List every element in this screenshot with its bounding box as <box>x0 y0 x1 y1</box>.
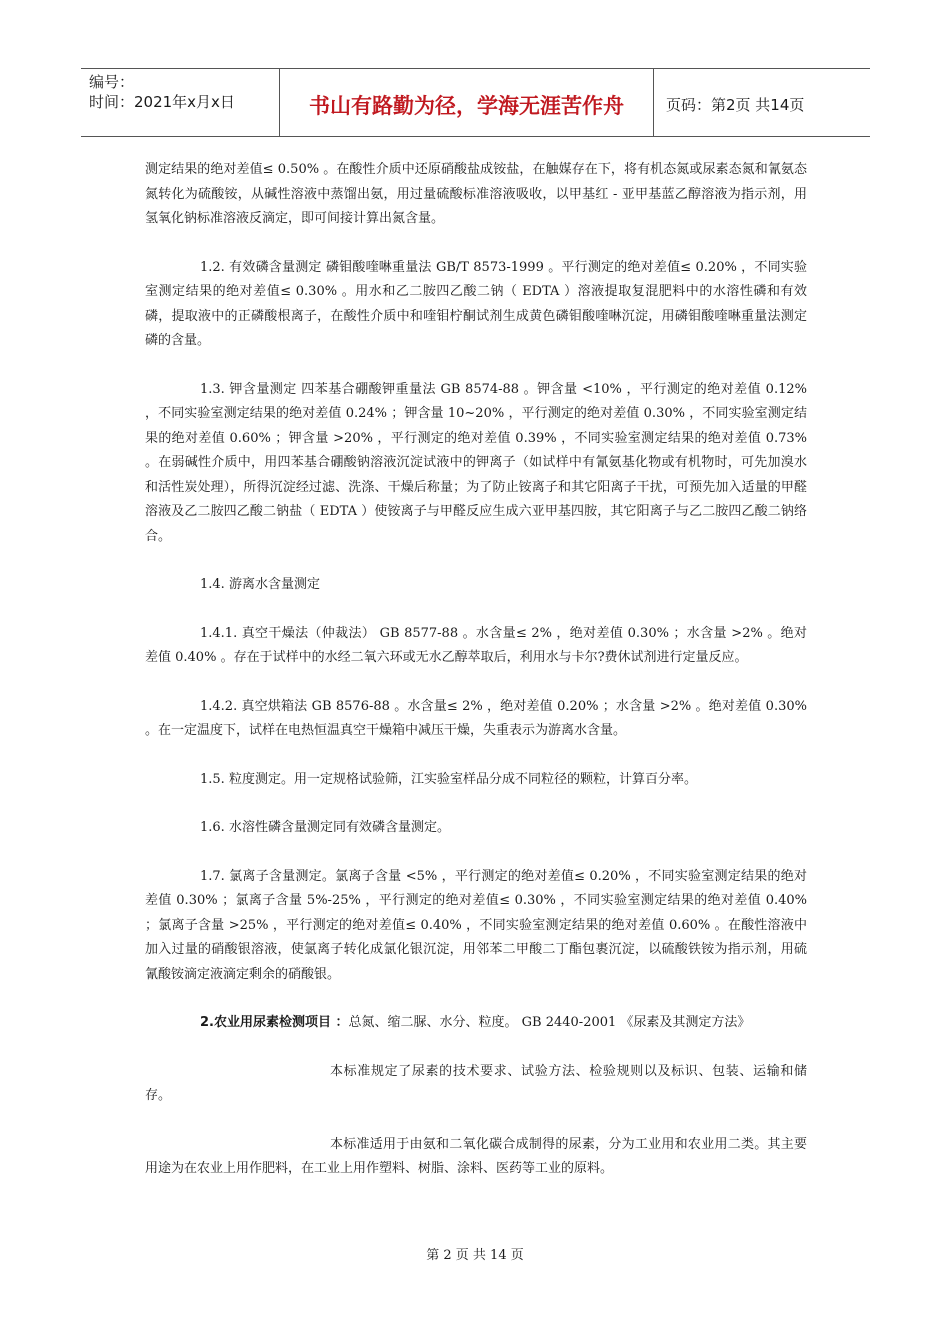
document-body <box>145 158 807 1206</box>
date-line: 时间：2021年x月x日 <box>89 93 235 111</box>
paragraph: 1.5. 粒度测定。用一定规格试验筛，江实验室样品分成不同粒径的颗粒，计算百分率。 <box>200 771 697 787</box>
page-header <box>81 68 870 137</box>
header-motto: 书山有路勤为径，学海无涯苦作舟 <box>280 69 654 136</box>
paragraph: 1.7. 氯离子含量测定。氯离子含量 <5% ，平行测定的绝对差值≤ 0.20% ，不同实验室测定结果的绝对差值 0.30% ；氯离子含量 5%-25% ，平行测定的绝对差值≤ 0.30% ，不同实验室测定结果的绝对差值 0.40% ；氯离子含量 >25% ，平行测定的绝对差值≤ 0.40% ，不同实验室测定结果的绝对差值 0.60% 。在酸性溶液中加入过量的硝酸银溶液，使氯离子转化成氯化银沉淀，用邻苯二甲酸二丁酯包裹沉淀，以硫酸铁铵为指示剂，用硫氰酸铵滴定液滴定剩余的硝酸银。 <box>145 868 807 982</box>
paragraph <box>145 1011 807 1036</box>
header-page-info: 页码：第2页 共14页 <box>666 96 805 114</box>
paragraph: 1.4.2. 真空烘箱法 GB 8576-88 。水含量≤ 2% ，绝对差值 0.20% ；水含量 >2% 。绝对差值 0.30% 。在一定温度下，试样在电热恒温真空干燥箱中减压干燥，失重表示为游离水含量。 <box>145 698 807 738</box>
page-footer: 第 2 页 共 14 页 <box>426 1248 524 1263</box>
header-meta <box>81 69 280 136</box>
code-label: 编号： <box>89 73 135 91</box>
paragraph: 测定结果的绝对差值≤ 0.50% 。在酸性介质中还原硝酸盐成铵盐，在触媒存在下，将有机态氮或尿素态氮和氰氨态氮转化为硫酸铵，从碱性溶液中蒸馏出氨，用过量硫酸标准溶液吸收，以甲基红 - 亚甲基蓝乙醇溶液为指示剂，用氢氧化钠标准溶液反滴定，即可间接计算出氮含量。 <box>145 162 807 226</box>
paragraph: 1.4.1. 真空干燥法（仲裁法） GB 8577-88 。水含量≤ 2% ，绝对差值 0.30% ；水含量 >2% 。绝对差值 0.40% 。存在于试样中的水经二氧六环或无水乙醇萃取后，利用水与卡尔?费休试剂进行定量反应。 <box>145 625 807 665</box>
section-title: 2.农业用尿素检测项目 ： <box>200 1015 349 1030</box>
section-heading: 1.4. 游离水含量测定 <box>200 577 320 592</box>
paragraph: 1.6. 水溶性磷含量测定同有效磷含量测定。 <box>200 820 450 835</box>
paragraph: 本标准规定了尿素的技术要求、试验方法、检验规则以及标识、包装、运输和储存。 <box>145 1063 807 1103</box>
section-detail: 总氮、缩二脲、水分、粒度。 GB 2440-2001 《尿素及其测定方法》 <box>348 1015 751 1030</box>
paragraph: 1.3. 钾含量测定 四苯基合硼酸钾重量法 GB 8574-88 。钾含量 <10% ，平行测定的绝对差值 0.12% ，不同实验室测定结果的绝对差值 0.24% ；钾含量 10~20% ，平行测定的绝对差值 0.30% ，不同实验室测定结果的绝对差值 0.60% ；钾含量 >20% ，平行测定的绝对差值 0.39% ，不同实验室测定结果的绝对差值 0.73% 。在弱碱性介质中，用四苯基合硼酸钠溶液沉淀试液中的钾离子（如试样中有氰氨基化物或有机物时，可先加溴水和活性炭处理），所得沉淀经过滤、洗涤、干燥后称量；为了防止铵离子和其它阳离子干扰，可预先加入适量的甲醛溶液及乙二胺四乙酸二钠盐（ EDTA ）使铵离子与甲醛反应生成六亚甲基四胺，其它阳离子与乙二胺四乙酸二钠络合。 <box>145 381 807 544</box>
paragraph: 本标准适用于由氨和二氧化碳合成制得的尿素，分为工业用和农业用二类。其主要用途为在农业上用作肥料，在工业上用作塑料、树脂、涂料、医药等工业的原料。 <box>145 1136 807 1176</box>
paragraph: 1.2. 有效磷含量测定 磷钼酸喹啉重量法 GB/T 8573-1999 。平行测定的绝对差值≤ 0.20% ，不同实验室测定结果的绝对差值≤ 0.30% 。用水和乙二胺四乙酸二钠（ EDTA ）溶液提取复混肥料中的水溶性磷和有效磷，提取液中的正磷酸根离子，在酸性介质中和喹钼柠酮试剂生成黄色磷钼酸喹啉沉淀，用磷钼酸喹啉重量法测定磷的含量。 <box>145 259 807 348</box>
